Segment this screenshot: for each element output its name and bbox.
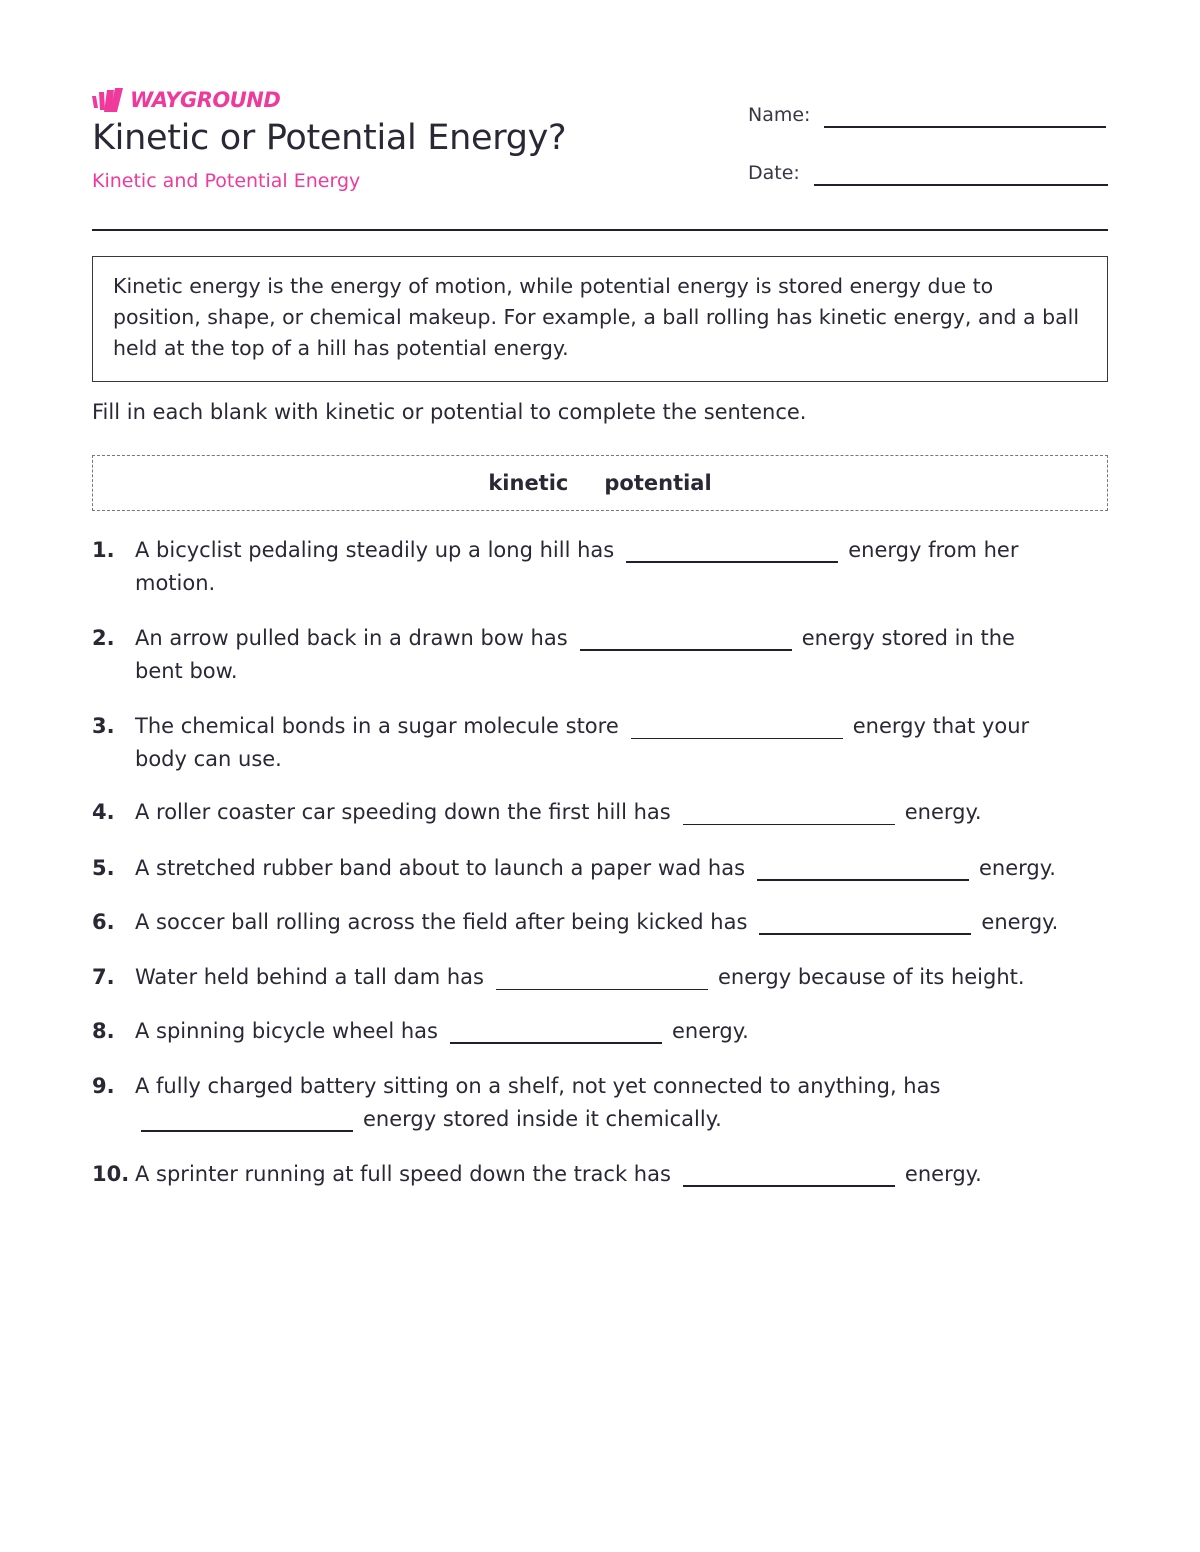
question-text-after: energy stored inside it chemically. — [363, 1107, 722, 1131]
wayground-logo-icon — [92, 88, 124, 112]
date-field — [748, 162, 1108, 184]
question-text: A stretched rubber band about to launch a paper wad has — [135, 856, 746, 880]
word-bank-item: potential — [604, 471, 712, 495]
question-text: A sprinter running at full speed down the track has — [135, 1162, 671, 1186]
question-text: A soccer ball rolling across the field after being kicked has — [135, 910, 748, 934]
question-number: 6. — [92, 910, 115, 934]
question-text: A spinning bicycle wheel has — [135, 1019, 438, 1043]
answer-blank[interactable] — [631, 715, 843, 739]
question-text-continued: body can use. — [135, 747, 282, 771]
question-number: 4. — [92, 800, 115, 824]
answer-blank[interactable] — [626, 539, 838, 563]
wayground-logo — [92, 86, 280, 114]
question-number: 10. — [92, 1162, 130, 1186]
question-number: 9. — [92, 1074, 115, 1098]
question-text-continued: bent bow. — [135, 659, 238, 683]
question-text-after: energy. — [979, 856, 1056, 880]
name-field — [748, 104, 1108, 126]
answer-blank[interactable] — [683, 1163, 895, 1187]
question-text-continued: motion. — [135, 571, 216, 595]
answer-blank[interactable] — [450, 1020, 662, 1044]
info-box: Kinetic energy is the energy of motion, while potential energy is stored energy due to position, shape, or chemical makeup. For example, a ball rolling has kinetic energy, and a ball held at the top of a hill has potential energy. — [92, 256, 1108, 382]
question-text-after: energy that your — [852, 714, 1030, 738]
question-number: 1. — [92, 538, 115, 562]
question-text-after: energy. — [981, 910, 1059, 934]
question-text-after: energy stored in the — [801, 626, 1015, 650]
question-number: 3. — [92, 714, 115, 738]
question-text: An arrow pulled back in a drawn bow has — [135, 626, 568, 650]
question-text-after: energy from her — [848, 538, 1019, 562]
question-text-after: energy. — [671, 1019, 749, 1043]
name-label: Name: — [748, 104, 811, 126]
question-text-after: energy. — [904, 1162, 982, 1186]
question-text: Water held behind a tall dam has — [135, 965, 484, 989]
answer-blank[interactable] — [496, 966, 708, 990]
word-bank-item: kinetic — [488, 471, 569, 495]
worksheet-title: Kinetic or Potential Energy? — [92, 118, 567, 158]
question-number: 2. — [92, 626, 115, 650]
question-number: 5. — [92, 856, 115, 880]
question-text-after: energy. — [904, 800, 982, 824]
date-label: Date: — [748, 162, 800, 184]
question-text: A bicyclist pedaling steadily up a long hill has — [135, 538, 615, 562]
name-input-line[interactable] — [824, 126, 1106, 128]
question-number: 7. — [92, 965, 115, 989]
logo-text: WAYGROUND — [130, 88, 281, 112]
question-text-after: energy because of its height. — [717, 965, 1025, 989]
answer-blank[interactable] — [759, 911, 971, 935]
answer-blank[interactable] — [757, 857, 969, 881]
question-text: A roller coaster car speeding down the first hill has — [135, 800, 671, 824]
date-input-line[interactable] — [814, 184, 1108, 186]
instructions: Fill in each blank with kinetic or potential to complete the sentence. — [92, 400, 807, 424]
header-divider — [92, 229, 1108, 231]
question-text: The chemical bonds in a sugar molecule store — [135, 714, 619, 738]
word-bank — [92, 455, 1108, 511]
question-text: A fully charged battery sitting on a shelf, not yet connected to anything, has — [135, 1074, 941, 1098]
worksheet-subtitle: Kinetic and Potential Energy — [92, 170, 361, 192]
answer-blank[interactable] — [580, 627, 792, 651]
answer-blank[interactable] — [683, 801, 895, 825]
question-number: 8. — [92, 1019, 115, 1043]
answer-blank[interactable] — [141, 1108, 353, 1132]
